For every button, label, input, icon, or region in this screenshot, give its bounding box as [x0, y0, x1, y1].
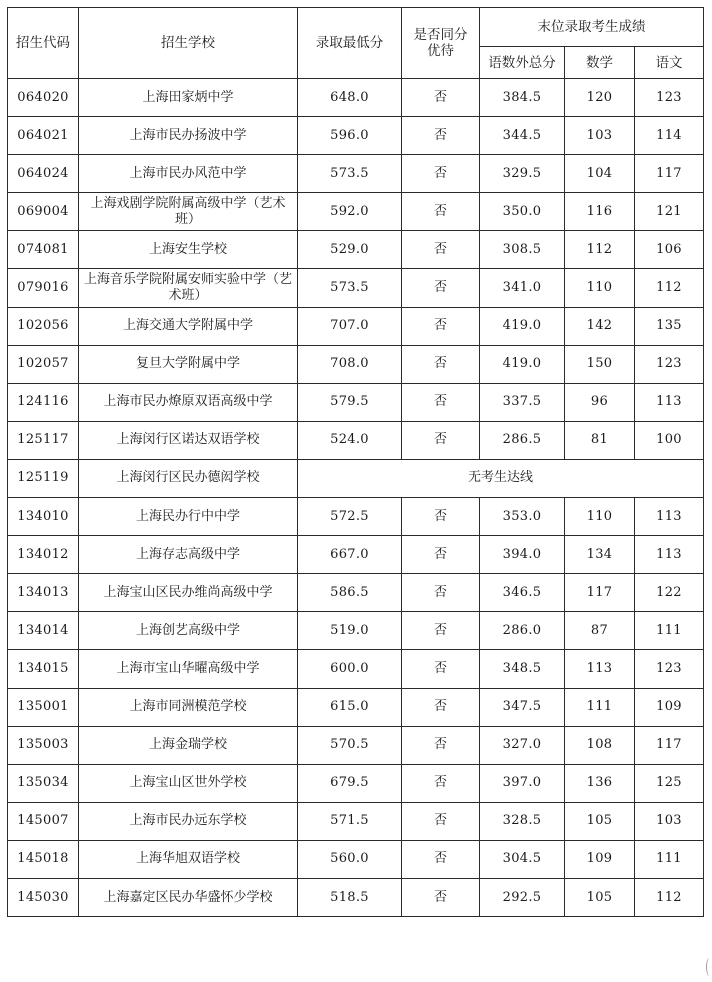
cell-chinese: 106 [635, 231, 704, 269]
table-row [8, 574, 704, 612]
cell-tie-priority: 否 [402, 345, 480, 383]
cell-tie-priority: 否 [402, 764, 480, 802]
table-row [8, 231, 704, 269]
cell-sum3: 337.5 [480, 383, 565, 421]
cell-sum3: 419.0 [480, 345, 565, 383]
cell-code: 064024 [8, 155, 79, 193]
header-min-score: 录取最低分 [298, 8, 402, 79]
cell-sum3: 348.5 [480, 650, 565, 688]
cell-math: 113 [565, 650, 635, 688]
cell-chinese: 123 [635, 650, 704, 688]
table-row [8, 117, 704, 155]
cell-min-score: 707.0 [298, 307, 402, 345]
cell-code: 134014 [8, 612, 79, 650]
cell-tie-priority: 否 [402, 79, 480, 117]
cell-min-score: 586.5 [298, 574, 402, 612]
cell-code: 069004 [8, 193, 79, 231]
cell-code: 125119 [8, 459, 79, 497]
cell-min-score: 570.5 [298, 726, 402, 764]
table-row [8, 650, 704, 688]
cell-school: 上海华旭双语学校 [79, 840, 298, 878]
cell-sum3: 341.0 [480, 269, 565, 307]
cell-math: 142 [565, 307, 635, 345]
cell-min-score: 560.0 [298, 840, 402, 878]
cell-school: 上海戏剧学院附属高级中学（艺术班） [79, 193, 298, 231]
table-row [8, 459, 704, 497]
cell-tie-priority: 否 [402, 574, 480, 612]
cell-math: 110 [565, 498, 635, 536]
cell-note: 无考生达线 [298, 459, 704, 497]
cell-code: 134013 [8, 574, 79, 612]
cell-math: 109 [565, 840, 635, 878]
cell-school: 上海市民办风范中学 [79, 155, 298, 193]
cell-chinese: 112 [635, 878, 704, 916]
cell-school: 上海闵行区民办德闳学校 [79, 459, 298, 497]
cell-math: 112 [565, 231, 635, 269]
cell-math: 117 [565, 574, 635, 612]
header-last-admitted-group: 末位录取考生成绩 [480, 8, 704, 47]
cell-chinese: 111 [635, 612, 704, 650]
cell-tie-priority: 否 [402, 231, 480, 269]
cell-sum3: 397.0 [480, 764, 565, 802]
cell-school: 复旦大学附属中学 [79, 345, 298, 383]
cell-tie-priority: 否 [402, 726, 480, 764]
table-row [8, 79, 704, 117]
cell-min-score: 592.0 [298, 193, 402, 231]
cell-min-score: 667.0 [298, 536, 402, 574]
cell-math: 81 [565, 421, 635, 459]
cell-code: 074081 [8, 231, 79, 269]
cell-min-score: 600.0 [298, 650, 402, 688]
cell-tie-priority: 否 [402, 498, 480, 536]
table-row [8, 498, 704, 536]
cell-code: 135001 [8, 688, 79, 726]
cell-chinese: 100 [635, 421, 704, 459]
table-row [8, 802, 704, 840]
cell-math: 150 [565, 345, 635, 383]
cell-chinese: 117 [635, 155, 704, 193]
cell-chinese: 122 [635, 574, 704, 612]
cell-min-score: 524.0 [298, 421, 402, 459]
table-row [8, 840, 704, 878]
cell-chinese: 123 [635, 79, 704, 117]
cell-sum3: 384.5 [480, 79, 565, 117]
cell-school: 上海音乐学院附属安师实验中学（艺术班） [79, 269, 298, 307]
cell-chinese: 113 [635, 498, 704, 536]
cell-tie-priority: 否 [402, 269, 480, 307]
cell-code: 064021 [8, 117, 79, 155]
table-row [8, 345, 704, 383]
cell-code: 134012 [8, 536, 79, 574]
cell-math: 136 [565, 764, 635, 802]
cell-tie-priority: 否 [402, 840, 480, 878]
cell-min-score: 615.0 [298, 688, 402, 726]
table-header [8, 8, 704, 79]
cell-math: 87 [565, 612, 635, 650]
cell-min-score: 519.0 [298, 612, 402, 650]
table-row [8, 155, 704, 193]
table-row [8, 688, 704, 726]
cell-math: 116 [565, 193, 635, 231]
cell-tie-priority: 否 [402, 421, 480, 459]
cell-code: 145018 [8, 840, 79, 878]
table-row [8, 878, 704, 916]
cell-school: 上海田家炳中学 [79, 79, 298, 117]
cell-chinese: 123 [635, 345, 704, 383]
table-row [8, 536, 704, 574]
cell-min-score: 572.5 [298, 498, 402, 536]
cell-math: 134 [565, 536, 635, 574]
table-row [8, 612, 704, 650]
cell-chinese: 125 [635, 764, 704, 802]
table-row [8, 307, 704, 345]
cell-sum3: 327.0 [480, 726, 565, 764]
cell-math: 96 [565, 383, 635, 421]
cell-min-score: 579.5 [298, 383, 402, 421]
cell-sum3: 344.5 [480, 117, 565, 155]
cell-school: 上海安生学校 [79, 231, 298, 269]
cell-tie-priority: 否 [402, 193, 480, 231]
cell-tie-priority: 否 [402, 536, 480, 574]
cell-math: 110 [565, 269, 635, 307]
cell-math: 120 [565, 79, 635, 117]
cell-math: 103 [565, 117, 635, 155]
table-row [8, 764, 704, 802]
header-sum3: 语数外总分 [480, 47, 565, 79]
cell-code: 064020 [8, 79, 79, 117]
cell-code: 125117 [8, 421, 79, 459]
header-chinese: 语文 [635, 47, 704, 79]
cell-math: 108 [565, 726, 635, 764]
cell-code: 102056 [8, 307, 79, 345]
cell-chinese: 114 [635, 117, 704, 155]
cell-sum3: 394.0 [480, 536, 565, 574]
cell-min-score: 529.0 [298, 231, 402, 269]
cell-tie-priority: 否 [402, 117, 480, 155]
cell-sum3: 350.0 [480, 193, 565, 231]
header-tie-priority [402, 8, 480, 79]
table-body [8, 79, 704, 917]
cell-sum3: 308.5 [480, 231, 565, 269]
cell-school: 上海市民办扬波中学 [79, 117, 298, 155]
cell-code: 145030 [8, 878, 79, 916]
cell-sum3: 286.5 [480, 421, 565, 459]
cell-tie-priority: 否 [402, 612, 480, 650]
cell-school: 上海金瑞学校 [79, 726, 298, 764]
cell-code: 135034 [8, 764, 79, 802]
cell-chinese: 111 [635, 840, 704, 878]
cell-tie-priority: 否 [402, 802, 480, 840]
cell-code: 134010 [8, 498, 79, 536]
edge-mark [706, 958, 712, 976]
cell-chinese: 117 [635, 726, 704, 764]
cell-sum3: 329.5 [480, 155, 565, 193]
table-row [8, 383, 704, 421]
cell-tie-priority: 否 [402, 383, 480, 421]
cell-chinese: 109 [635, 688, 704, 726]
header-school: 招生学校 [79, 8, 298, 79]
cell-code: 102057 [8, 345, 79, 383]
cell-sum3: 353.0 [480, 498, 565, 536]
cell-school: 上海市宝山华曜高级中学 [79, 650, 298, 688]
cell-chinese: 112 [635, 269, 704, 307]
cell-sum3: 346.5 [480, 574, 565, 612]
cell-code: 134015 [8, 650, 79, 688]
cell-min-score: 648.0 [298, 79, 402, 117]
cell-tie-priority: 否 [402, 307, 480, 345]
cell-school: 上海市同洲模范学校 [79, 688, 298, 726]
table-row [8, 421, 704, 459]
cell-school: 上海创艺高级中学 [79, 612, 298, 650]
cell-school: 上海宝山区民办维尚高级中学 [79, 574, 298, 612]
cell-math: 104 [565, 155, 635, 193]
cell-chinese: 113 [635, 536, 704, 574]
cell-chinese: 121 [635, 193, 704, 231]
cell-sum3: 286.0 [480, 612, 565, 650]
cell-min-score: 571.5 [298, 802, 402, 840]
cell-sum3: 328.5 [480, 802, 565, 840]
cell-school: 上海市民办远东学校 [79, 802, 298, 840]
header-math: 数学 [565, 47, 635, 79]
cell-school: 上海民办行中中学 [79, 498, 298, 536]
cell-chinese: 135 [635, 307, 704, 345]
cell-sum3: 292.5 [480, 878, 565, 916]
cell-code: 079016 [8, 269, 79, 307]
cell-tie-priority: 否 [402, 878, 480, 916]
cell-code: 135003 [8, 726, 79, 764]
cell-chinese: 113 [635, 383, 704, 421]
cell-school: 上海闵行区诺达双语学校 [79, 421, 298, 459]
cell-tie-priority: 否 [402, 650, 480, 688]
cell-min-score: 573.5 [298, 155, 402, 193]
cell-tie-priority: 否 [402, 155, 480, 193]
cell-school: 上海市民办燎原双语高级中学 [79, 383, 298, 421]
cell-math: 105 [565, 802, 635, 840]
cell-sum3: 419.0 [480, 307, 565, 345]
header-tie-priority-text: 是否同分优待 [413, 27, 468, 59]
cell-school: 上海宝山区世外学校 [79, 764, 298, 802]
admission-scores-table [7, 7, 704, 917]
cell-math: 105 [565, 878, 635, 916]
cell-min-score: 573.5 [298, 269, 402, 307]
table-row [8, 269, 704, 307]
cell-tie-priority: 否 [402, 688, 480, 726]
cell-sum3: 347.5 [480, 688, 565, 726]
cell-code: 124116 [8, 383, 79, 421]
cell-min-score: 596.0 [298, 117, 402, 155]
table-row [8, 726, 704, 764]
cell-min-score: 518.5 [298, 878, 402, 916]
cell-school: 上海交通大学附属中学 [79, 307, 298, 345]
cell-min-score: 708.0 [298, 345, 402, 383]
header-code: 招生代码 [8, 8, 79, 79]
cell-math: 111 [565, 688, 635, 726]
cell-sum3: 304.5 [480, 840, 565, 878]
cell-school: 上海嘉定区民办华盛怀少学校 [79, 878, 298, 916]
cell-code: 145007 [8, 802, 79, 840]
cell-school: 上海存志高级中学 [79, 536, 298, 574]
table-row [8, 193, 704, 231]
cell-min-score: 679.5 [298, 764, 402, 802]
cell-chinese: 103 [635, 802, 704, 840]
